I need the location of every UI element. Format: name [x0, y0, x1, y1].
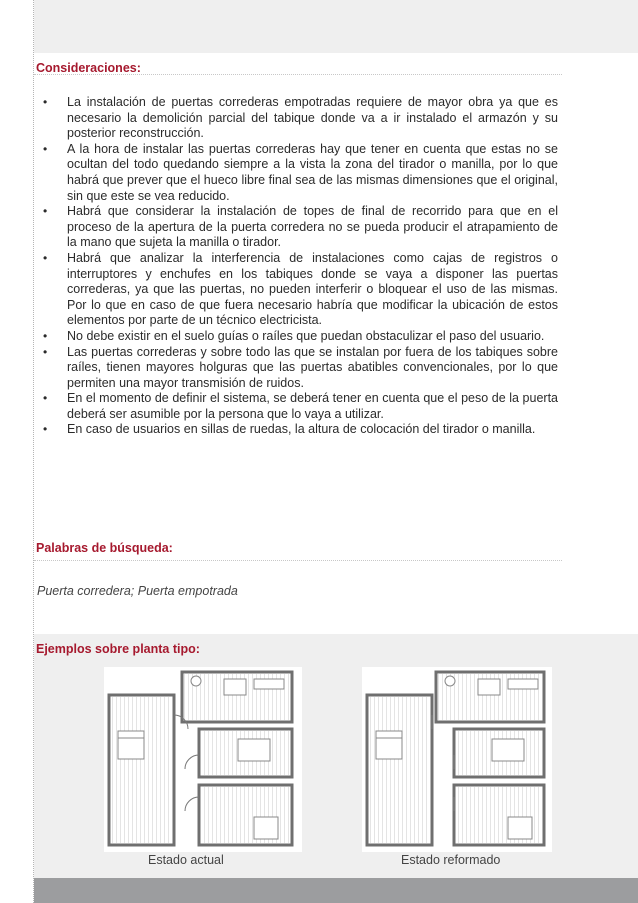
list-item: • Habrá que considerar la instalación de topes de final de recorrido para que en el proceso de la apertura de la puerta corredera no se pueda producir el atrapamiento de la mano que sujeta la manilla o tirador.: [43, 204, 558, 250]
examples-heading: Ejemplos sobre planta tipo:: [36, 642, 200, 656]
bullet-icon: •: [43, 250, 48, 265]
list-item: • A la hora de instalar las puertas correderas hay que tener en cuenta que estas no se ocultan del todo quedando siempre a la vista la zona del tirador o manilla, por lo que habrá que prever que el hueco libre final sea de las mismas dimensiones que el original, sin que este se vea reducido.: [43, 141, 558, 203]
list-item: • No debe existir en el suelo guías o raíles que puedan obstaculizar el paso del usuario.: [43, 328, 545, 343]
bullet-icon: •: [43, 422, 48, 437]
bullet-icon: •: [43, 141, 48, 156]
keywords-heading: Palabras de búsqueda:: [36, 541, 173, 555]
bullet-icon: •: [43, 204, 48, 219]
plan-caption-reformed: Estado reformado: [401, 853, 501, 867]
list-item: • En el momento de definir el sistema, se deberá tener en cuenta que el peso de la puerta deberá ser asumible por la persona que lo vaya a utilizar.: [43, 391, 558, 421]
list-item: • La instalación de puertas correderas empotradas requiere de mayor obra ya que es necesario la demolición parcial del tabique donde va a ir instalado el armazón y su posterior reconstrucción.: [43, 95, 558, 141]
keywords-text: Puerta corredera; Puerta empotrada: [37, 584, 238, 598]
footer-band: [34, 878, 638, 903]
list-item: • Las puertas correderas y sobre todo las que se instalan por fuera de los tabiques sobre raíles, tienen mayores holguras que las puertas abatibles convencionales, por lo que permiten una mayor transmisión de ruidos.: [43, 344, 558, 390]
bullet-icon: •: [43, 344, 48, 359]
considerations-list: [40, 95, 558, 438]
plan-caption-current: Estado actual: [148, 853, 224, 867]
bullet-icon: •: [43, 391, 48, 406]
header-band: [34, 0, 638, 53]
bullet-icon: •: [43, 95, 48, 109]
bullet-icon: •: [43, 328, 48, 343]
keywords-divider: [34, 560, 562, 561]
floor-plan-current: [104, 667, 302, 852]
list-item: • Habrá que analizar la interferencia de instalaciones como cajas de registros o interruptores y enchufes en los tabiques donde se vaya a disponer las puertas correderas, ya que las puertas, no pueden interferir o bloquear el uso de las mismas. Por lo que en caso de que fuera necesario habría que modificar la ubicación de estos elementos por parte de un técnico electricista.: [43, 250, 558, 328]
floor-plan-reformed: [362, 667, 552, 852]
considerations-divider: [34, 74, 562, 75]
considerations-heading: Consideraciones:: [36, 61, 141, 75]
list-item: • En caso de usuarios en sillas de ruedas, la altura de colocación del tirador o manilla.: [43, 422, 536, 437]
